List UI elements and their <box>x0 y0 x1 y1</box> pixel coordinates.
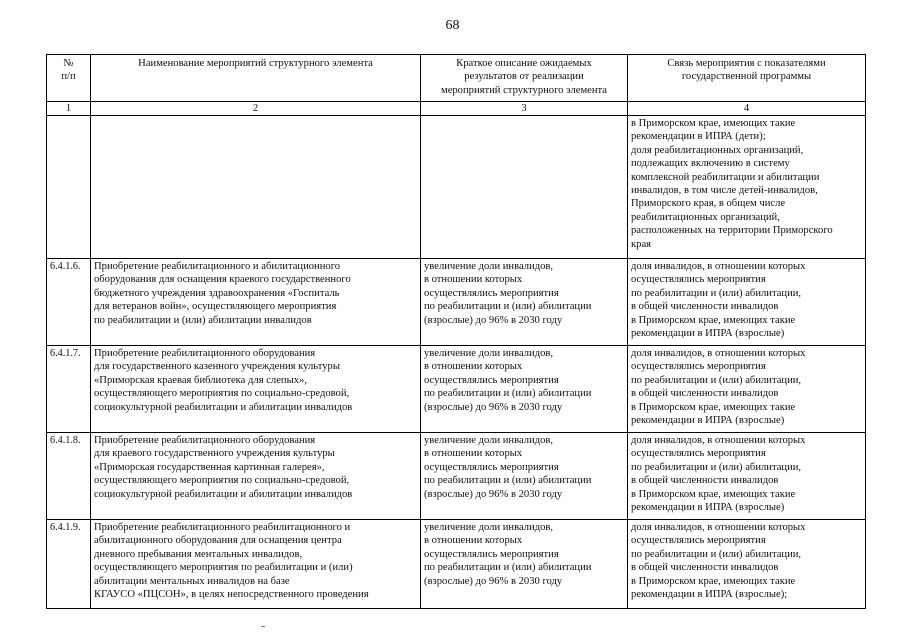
text-line: для ветеранов войн», осуществляющего мероприятия <box>94 301 337 313</box>
header-expected-results <box>421 55 628 102</box>
header-line: Краткое описание ожидаемых <box>456 58 592 69</box>
header-line: Наименование мероприятий структурного элемента <box>138 58 373 69</box>
column-number: 3 <box>421 102 628 116</box>
text-line: подлежащих включению в систему <box>631 158 790 170</box>
column-number: 1 <box>47 102 91 116</box>
text-line: инвалидов, в том числе детей-инвалидов, <box>631 185 818 197</box>
text-line: в общей численности инвалидов <box>631 562 779 574</box>
measure-name-cell <box>91 116 421 259</box>
page-number: 68 <box>445 18 460 33</box>
header-number <box>47 55 91 102</box>
text-line: доля инвалидов, в отношении которых <box>631 348 806 359</box>
text-line: комплексной реабилитации и абилитации <box>631 171 820 183</box>
text-line: абилитационного оборудования для оснащения центра <box>94 535 342 547</box>
text-line: увеличение доли инвалидов, <box>424 435 554 446</box>
text-line: осуществлялись мероприятия <box>631 448 766 460</box>
text-line: «Приморская государственная картинная галерея», <box>94 461 325 473</box>
text-line: Приобретение реабилитационного оборудования <box>94 435 316 446</box>
measures-table <box>46 54 866 609</box>
column-number: 4 <box>628 102 866 116</box>
text-line: в общей численности инвалидов <box>631 301 779 313</box>
text-line: реабилитационных организаций, <box>631 211 780 223</box>
row-number: 6.4.1.9. <box>47 520 91 609</box>
text-line: в Приморском крае, имеющих такие <box>631 118 796 129</box>
text-line: по реабилитации и (или) абилитации, <box>631 287 802 299</box>
text-line: в отношении которых <box>424 361 523 373</box>
text-line: увеличение доли инвалидов, <box>424 261 554 272</box>
text-line: в Приморском крае, имеющих такие <box>631 401 796 413</box>
text-line: в общей численности инвалидов <box>631 475 779 487</box>
text-line: для государственного казенного учреждения культуры <box>94 361 340 373</box>
row-number <box>47 116 91 259</box>
text-line: осуществляющего мероприятия по реабилитации и (или) <box>94 562 353 574</box>
text-line: доля реабилитационных организаций, <box>631 144 804 156</box>
row-number: 6.4.1.6. <box>47 259 91 346</box>
text-line: по реабилитации и (или) абилитации <box>424 475 592 487</box>
text-line: (взрослые) до 96% в 2030 году <box>424 401 563 413</box>
text-line: осуществлялись мероприятия <box>631 274 766 286</box>
text-line: рекомендации в ИПРА (взрослые); <box>631 589 788 601</box>
header-line: результатов от реализации <box>464 71 584 83</box>
header-program-link <box>628 55 866 102</box>
text-line: доля инвалидов, в отношении которых <box>631 261 806 272</box>
text-line: рекомендации в ИПРА (дети); <box>631 131 766 143</box>
header-row <box>47 55 866 102</box>
text-line: по реабилитации и (или) абилитации, <box>631 374 802 386</box>
scan-mark <box>261 626 265 627</box>
expected-result-cell <box>421 346 628 433</box>
table-row <box>47 520 866 609</box>
text-line: осуществляющего мероприятия по социально-средовой, <box>94 475 350 487</box>
program-link-cell <box>628 116 866 259</box>
text-line: осуществляющего мероприятия по социально-средовой, <box>94 388 350 400</box>
table-row <box>47 259 866 346</box>
text-line: осуществлялись мероприятия <box>424 461 559 473</box>
text-line: в отношении которых <box>424 274 523 286</box>
text-line: рекомендации в ИПРА (взрослые) <box>631 328 785 340</box>
program-link-cell <box>628 433 866 520</box>
table-row <box>47 433 866 520</box>
text-line: Приобретение реабилитационного реабилитационного и <box>94 522 351 533</box>
text-line: рекомендации в ИПРА (взрослые) <box>631 415 785 427</box>
program-link-cell <box>628 520 866 609</box>
text-line: для краевого государственного учреждения культуры <box>94 448 335 460</box>
text-line: по реабилитации и (или) абилитации <box>424 301 592 313</box>
text-line: Приморского края, в общем числе <box>631 198 786 210</box>
text-line: Приобретение реабилитационного оборудования <box>94 348 316 359</box>
header-line: п/п <box>61 71 76 83</box>
text-line: «Приморская краевая библиотека для слепых», <box>94 374 307 386</box>
expected-result-cell <box>421 433 628 520</box>
text-line: социокультурной реабилитации и абилитации инвалидов <box>94 401 353 413</box>
text-line: по реабилитации и (или) абилитации инвалидов <box>94 314 312 326</box>
text-line: расположенных на территории Приморского <box>631 225 833 237</box>
text-line: осуществлялись мероприятия <box>424 287 559 299</box>
text-line: социокультурной реабилитации и абилитации инвалидов <box>94 488 353 500</box>
measure-name-cell <box>91 433 421 520</box>
header-line: Связь мероприятия с показателями <box>667 58 826 69</box>
row-number: 6.4.1.7. <box>47 346 91 433</box>
text-line: в Приморском крае, имеющих такие <box>631 575 796 587</box>
text-line: Приобретение реабилитационного и абилитационного <box>94 261 341 272</box>
text-line: рекомендации в ИПРА (взрослые) <box>631 502 785 514</box>
program-link-cell <box>628 346 866 433</box>
table-body <box>47 116 866 609</box>
column-number: 2 <box>91 102 421 116</box>
measure-name-cell <box>91 520 421 609</box>
expected-result-cell <box>421 116 628 259</box>
text-line: увеличение доли инвалидов, <box>424 522 554 533</box>
expected-result-cell <box>421 520 628 609</box>
text-line: (взрослые) до 96% в 2030 году <box>424 314 563 326</box>
expected-result-cell <box>421 259 628 346</box>
text-line: по реабилитации и (или) абилитации, <box>631 461 802 473</box>
text-line: в общей численности инвалидов <box>631 388 779 400</box>
program-link-cell <box>628 259 866 346</box>
text-line: в отношении которых <box>424 448 523 460</box>
text-line: (взрослые) до 96% в 2030 году <box>424 488 563 500</box>
text-line: по реабилитации и (или) абилитации <box>424 562 592 574</box>
column-number-row <box>47 102 866 116</box>
table-row <box>47 116 866 259</box>
text-line: в Приморском крае, имеющих такие <box>631 488 796 500</box>
text-line: оборудования для оснащения краевого государственного <box>94 274 351 286</box>
table-row <box>47 346 866 433</box>
text-line: края <box>631 238 652 250</box>
header-line: № <box>63 58 74 69</box>
text-line: (взрослые) до 96% в 2030 году <box>424 575 563 587</box>
text-line: по реабилитации и (или) абилитации <box>424 388 592 400</box>
text-line: осуществлялись мероприятия <box>631 535 766 547</box>
text-line: бюджетного учреждения здравоохранения «Госпиталь <box>94 287 340 299</box>
measure-name-cell <box>91 259 421 346</box>
text-line: в Приморском крае, имеющих такие <box>631 314 796 326</box>
row-number: 6.4.1.8. <box>47 433 91 520</box>
text-line: в отношении которых <box>424 535 523 547</box>
text-line: осуществлялись мероприятия <box>631 361 766 373</box>
text-line: дневного пребывания ментальных инвалидов, <box>94 548 303 560</box>
header-measure-name <box>91 55 421 102</box>
text-line: по реабилитации и (или) абилитации, <box>631 548 802 560</box>
text-line: абилитации ментальных инвалидов на базе <box>94 575 290 587</box>
text-line: доля инвалидов, в отношении которых <box>631 522 806 533</box>
measure-name-cell <box>91 346 421 433</box>
header-line: мероприятий структурного элемента <box>440 84 607 96</box>
text-line: осуществлялись мероприятия <box>424 548 559 560</box>
text-line: КГАУСО «ПЦСОН», в целях непосредственного проведения <box>94 589 369 601</box>
text-line: доля инвалидов, в отношении которых <box>631 435 806 446</box>
text-line: увеличение доли инвалидов, <box>424 348 554 359</box>
text-line: осуществлялись мероприятия <box>424 374 559 386</box>
header-line: государственной программы <box>681 71 812 83</box>
